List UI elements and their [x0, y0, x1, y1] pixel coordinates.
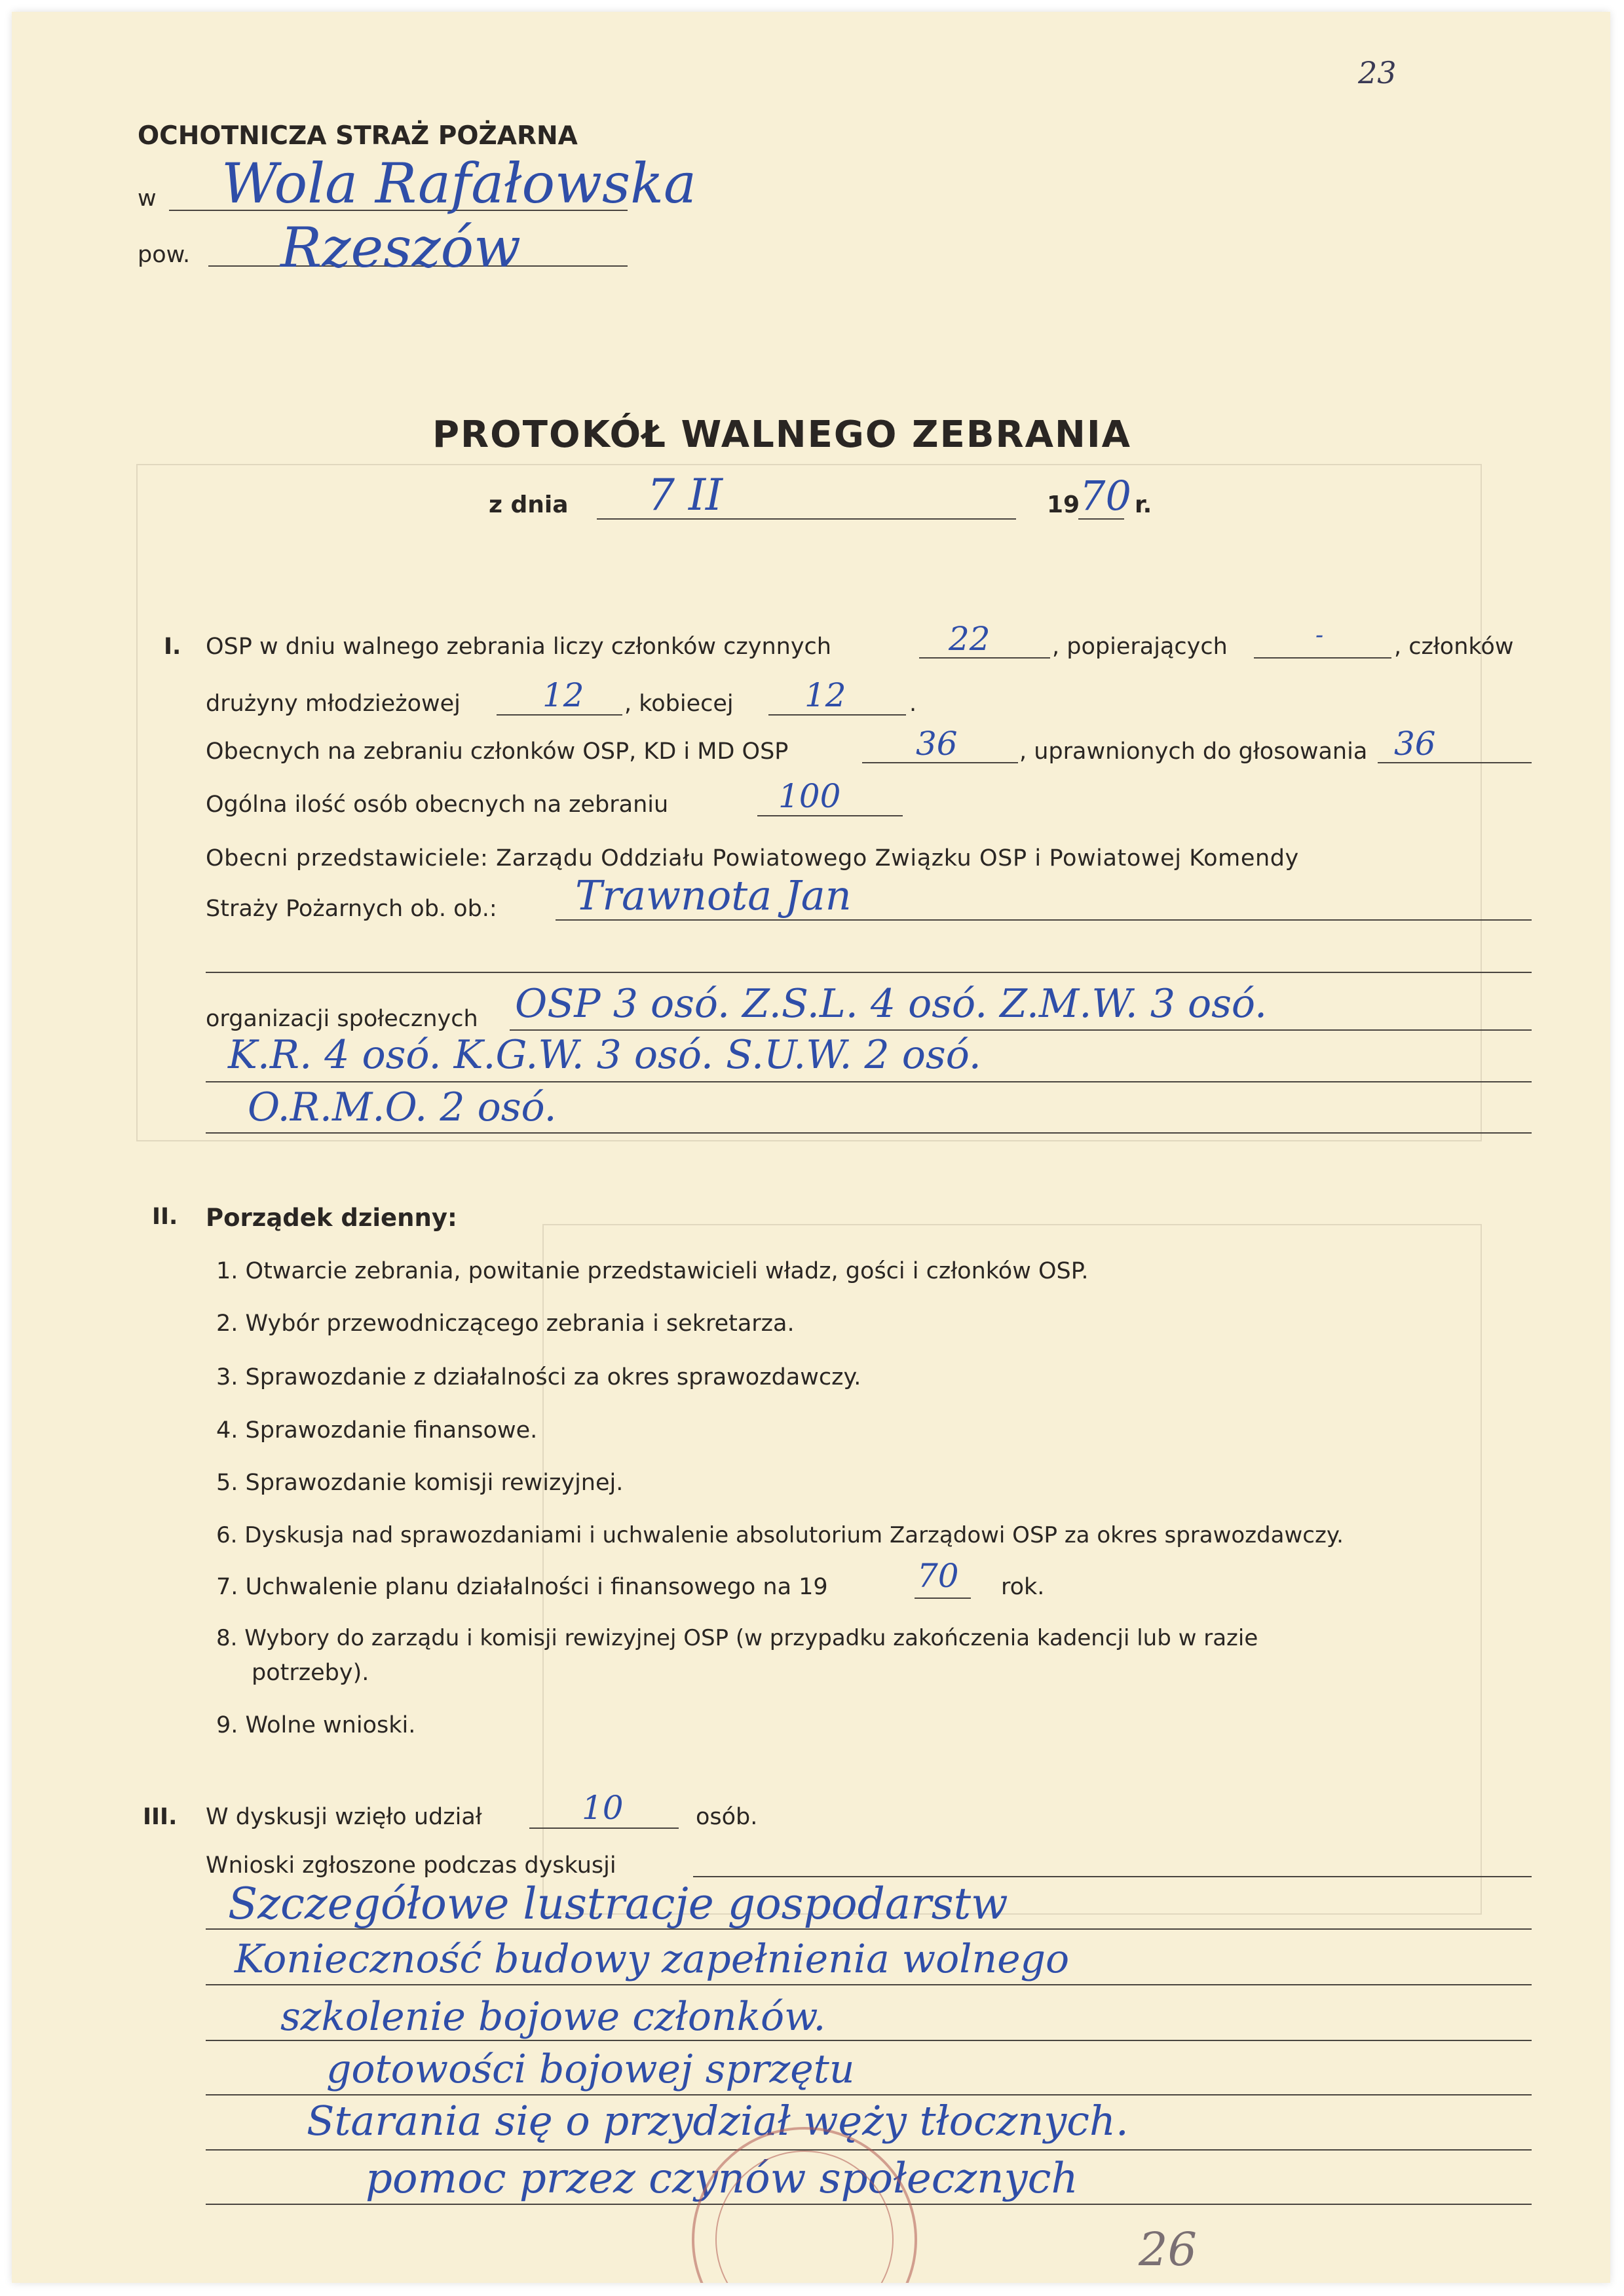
agenda-item-8: 8. Wybory do zarządu i komisji rewizyjnej OSP (w przypadku zakończenia kadencji lub w razie	[216, 1625, 1258, 1651]
date-year-value: 70	[1080, 472, 1131, 520]
motion-6: pomoc przez czynów społecznych	[366, 2154, 1078, 2203]
fire-brigade-line	[556, 919, 1532, 921]
agenda-heading: Porządek dzienny:	[206, 1204, 457, 1232]
discussion-line	[529, 1827, 679, 1829]
motion-1: Szczegółowe lustracje gospodarstw	[228, 1879, 1008, 1929]
voting-label: , uprawnionych do głosowania	[1019, 738, 1368, 765]
youth-team-line	[497, 714, 622, 716]
motions-label: Wnioski zgłoszone podczas dyskusji	[206, 1852, 616, 1879]
discussion-end: osób.	[696, 1804, 758, 1830]
members-supporting-label: , popierających	[1052, 634, 1228, 660]
present-members-value: 36	[916, 725, 958, 763]
women-label: , kobiecej	[624, 691, 734, 717]
social-orgs-line-2	[206, 1081, 1532, 1082]
women-end: .	[909, 691, 917, 717]
total-present-line	[757, 815, 903, 816]
fire-brigade-value: Trawnota Jan	[575, 871, 852, 919]
social-orgs-line	[510, 1029, 1532, 1031]
motion-2: Konieczność budowy zapełnienia wolnego	[235, 1936, 1070, 1982]
document-page	[12, 12, 1610, 2283]
social-orgs-value-1: OSP 3 osó. Z.S.L. 4 osó. Z.M.W. 3 osó.	[515, 981, 1268, 1027]
agenda-item-7-end: rok.	[1001, 1574, 1045, 1600]
w-value: Wola Rafałowska	[221, 151, 697, 216]
agenda-item-2: 2. Wybór przewodniczącego zebrania i sekretarza.	[216, 1311, 795, 1337]
section-3-numeral: III.	[143, 1804, 178, 1830]
social-orgs-label: organizacji społecznych	[206, 1006, 478, 1032]
social-orgs-value-3: O.R.M.O. 2 osó.	[248, 1084, 557, 1130]
social-orgs-line-3	[206, 1132, 1532, 1134]
motions-line-3	[206, 1984, 1532, 1985]
members-supporting-line	[1254, 657, 1391, 659]
agenda-item-1: 1. Otwarcie zebrania, powitanie przedstawicieli władz, gości i członków OSP.	[216, 1258, 1089, 1284]
date-year-prefix: 19	[1047, 491, 1080, 518]
section-1-numeral: I.	[164, 634, 181, 660]
motion-5: Starania się o przydział węży tłocznych.	[307, 2097, 1129, 2145]
agenda-item-6: 6. Dyskusja nad sprawozdaniami i uchwalenie absolutorium Zarządowi OSP za okres sprawozdawczy.	[216, 1522, 1344, 1548]
discussion-label: W dyskusji wzięło udział	[206, 1804, 482, 1830]
agenda-item-8-cont: potrzeby).	[252, 1660, 369, 1686]
women-line	[768, 714, 906, 716]
social-orgs-value-2: K.R. 4 osó. K.G.W. 3 osó. S.U.W. 2 osó.	[228, 1032, 981, 1078]
members-supporting-value: -	[1315, 622, 1324, 649]
fire-brigade-label: Straży Pożarnych ob. ob.:	[206, 896, 497, 922]
date-value: 7 II	[647, 470, 723, 520]
agenda-item-4: 4. Sprawozdanie finansowe.	[216, 1417, 538, 1444]
agenda-item-5: 5. Sprawozdanie komisji rewizyjnej.	[216, 1470, 624, 1496]
total-present-value: 100	[778, 777, 841, 815]
section-2-numeral: II.	[152, 1204, 178, 1230]
page-title: PROTOKÓŁ WALNEGO ZEBRANIA	[432, 413, 1132, 456]
agenda-item-7-line	[915, 1598, 971, 1599]
agenda-item-7-value: 70	[917, 1557, 959, 1595]
official-stamp-seal	[667, 2089, 942, 2283]
present-members-label: Obecnych na zebraniu członków OSP, KD i MD OSP	[206, 738, 789, 765]
total-present-label: Ogólna ilość osób obecnych na zebraniu	[206, 792, 669, 818]
stamp-number: 26	[1139, 2223, 1198, 2276]
youth-team-label: drużyny młodzieżowej	[206, 691, 461, 717]
members-active-label: OSP w dniu walnego zebrania liczy członków czynnych	[206, 634, 831, 660]
agenda-item-3: 3. Sprawozdanie z działalności za okres sprawozdawczy.	[216, 1364, 861, 1390]
motion-3: szkolenie bojowe członków.	[280, 1994, 826, 2040]
w-label: w	[138, 185, 157, 212]
members-active-value: 22	[949, 620, 991, 658]
org-name: OCHOTNICZA STRAŻ POŻARNA	[138, 121, 578, 151]
members-label-end: , członków	[1394, 634, 1514, 660]
pow-label: pow.	[138, 242, 191, 268]
motions-line-4	[206, 2040, 1532, 2041]
date-prefix: z dnia	[489, 491, 569, 518]
motions-line	[693, 1876, 1532, 1877]
date-year-end: r.	[1135, 491, 1152, 518]
fire-brigade-line-2	[206, 972, 1532, 973]
youth-team-value: 12	[542, 676, 584, 714]
voting-value: 36	[1394, 725, 1436, 763]
motion-4: gotowości bojowej sprzętu	[326, 2046, 855, 2092]
pow-value: Rzeszów	[280, 216, 521, 280]
agenda-item-7: 7. Uchwalenie planu działalności i finansowego na 19	[216, 1574, 828, 1600]
representatives-label: Obecni przedstawiciele: Zarządu Oddziału Powiatowego Związku OSP i Powiatowej Komendy	[206, 845, 1299, 871]
agenda-item-9: 9. Wolne wnioski.	[216, 1712, 416, 1738]
archive-number: 23	[1358, 55, 1397, 90]
discussion-value: 10	[582, 1789, 624, 1827]
women-value: 12	[804, 676, 846, 714]
